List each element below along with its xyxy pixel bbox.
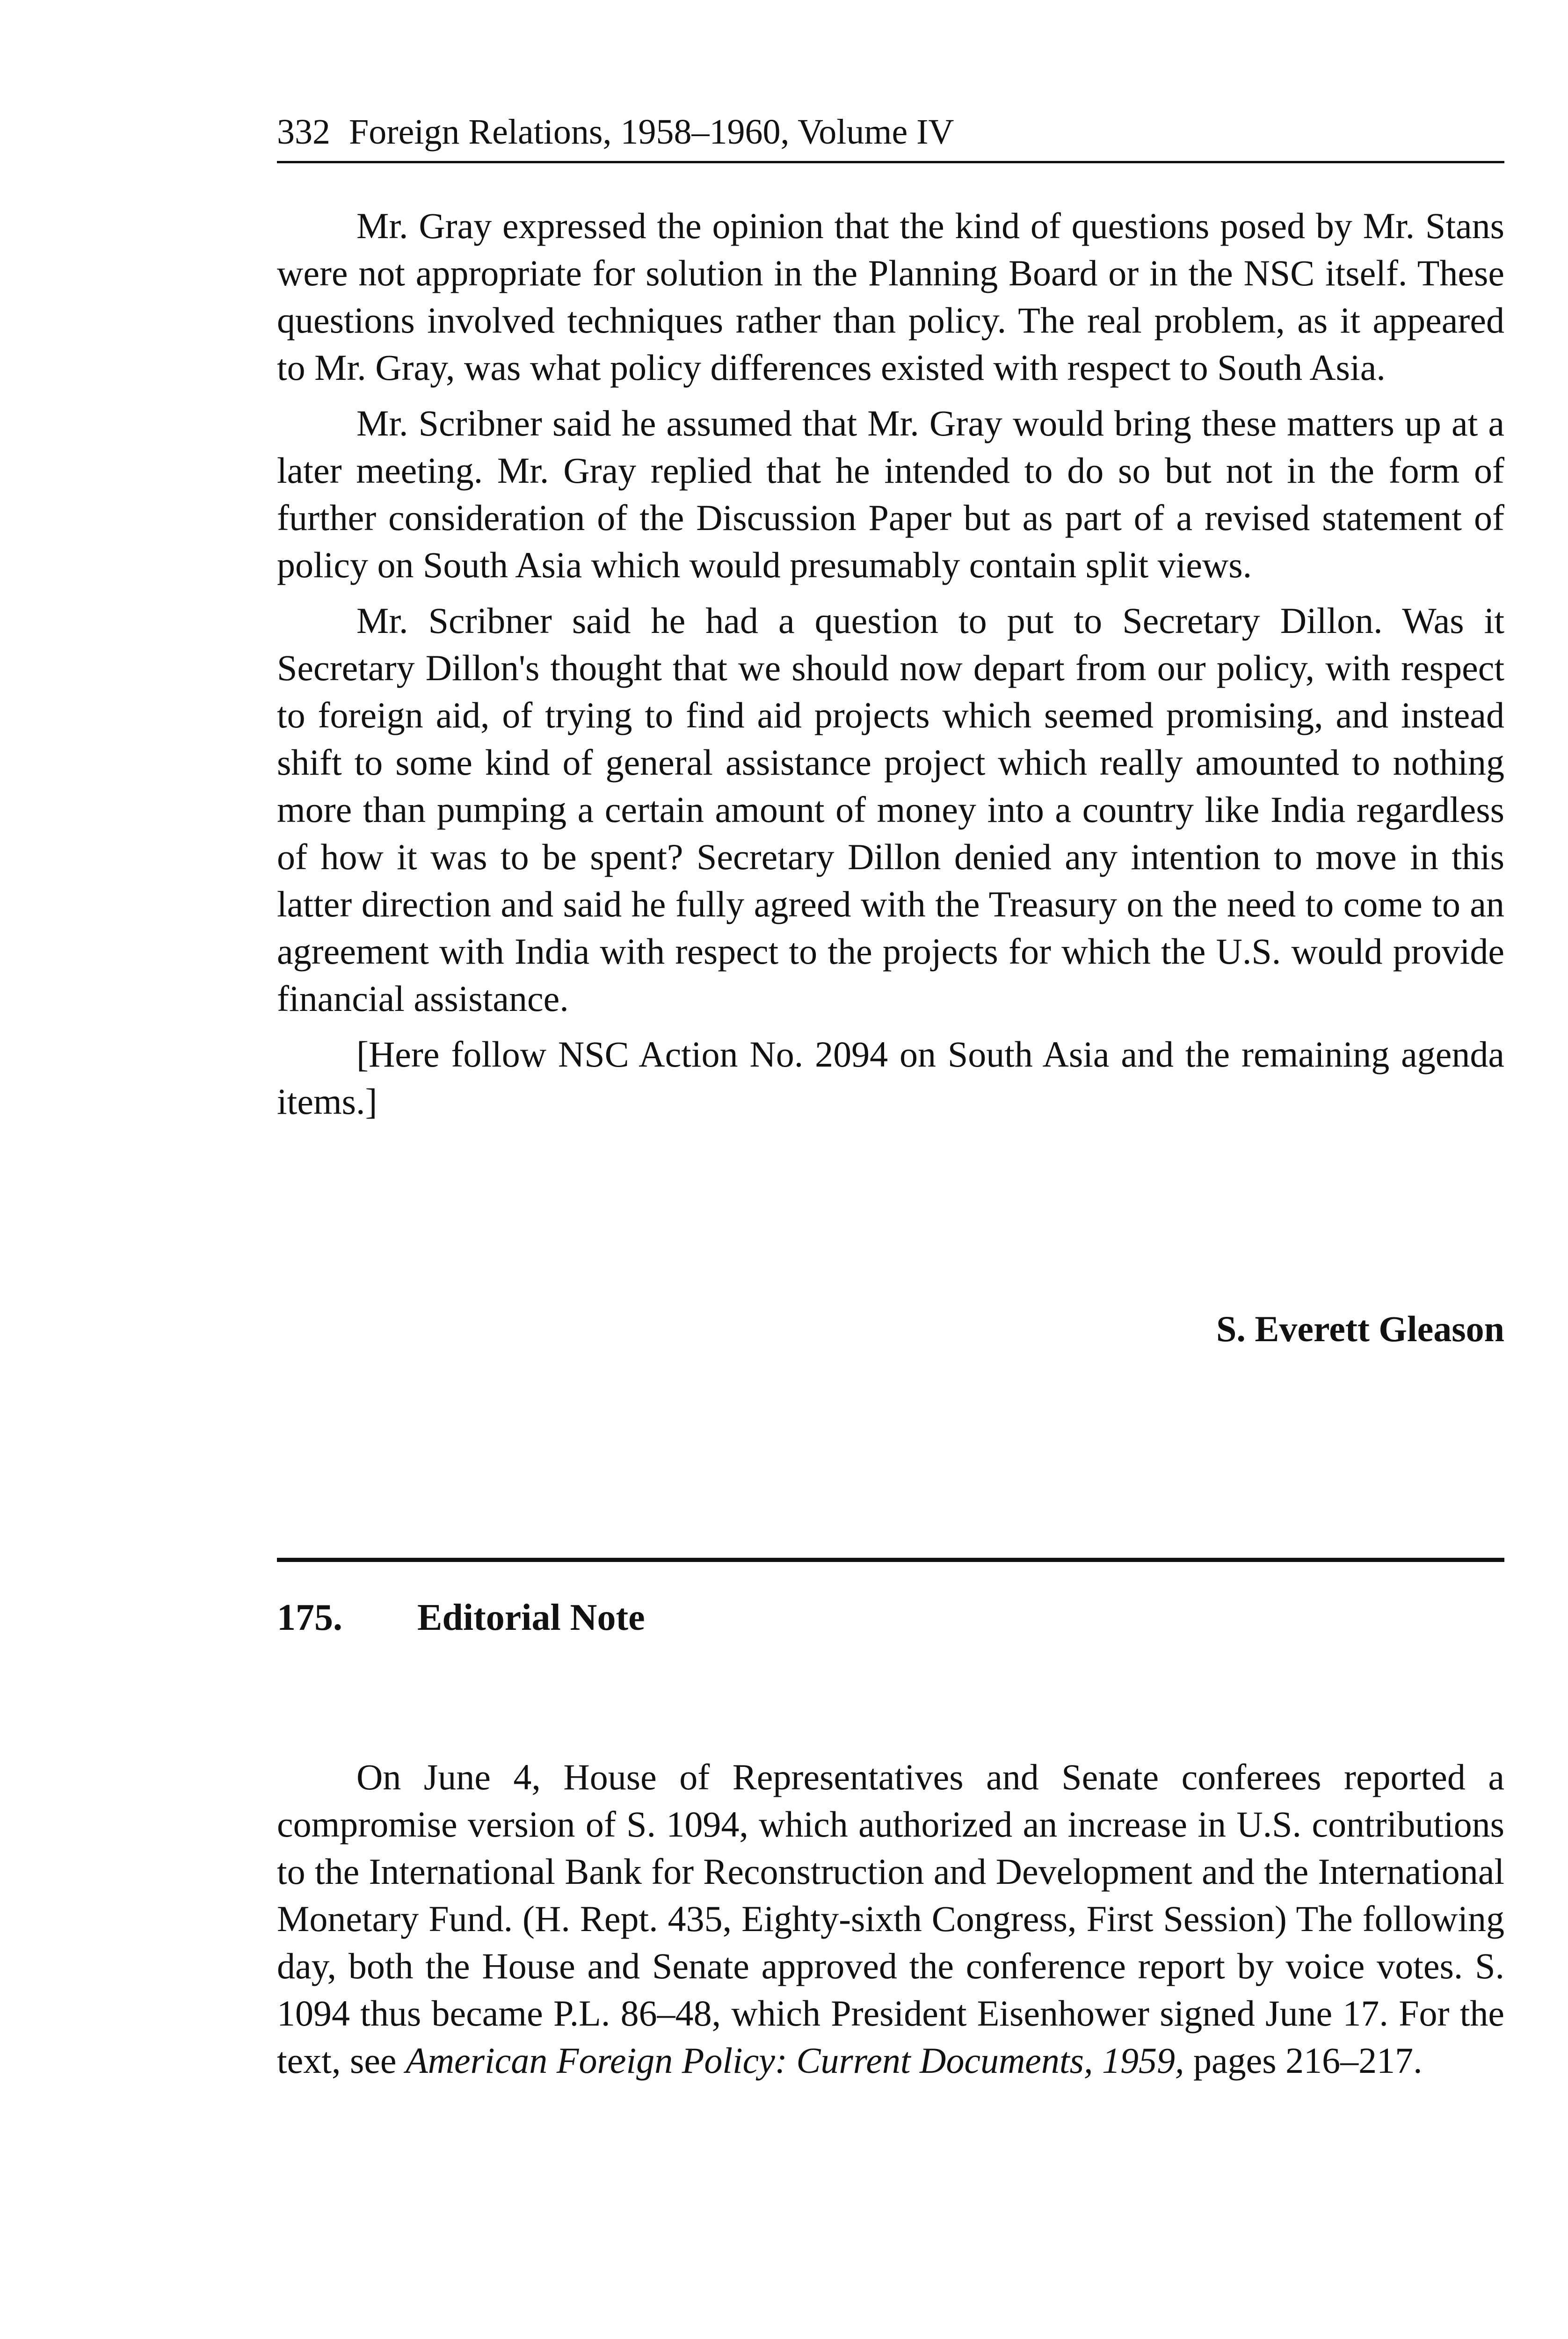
editorial-text: On June 4, House of Representatives and Senate conferees reported a compromise version of S. 1094, which authorized an increase in U.S. contributions to the International Bank for Reconstruction and Development and the International Monetary Fund. (H. Rept. 435, Eighty-sixth Congress, First Session) The following day, both the House and Senate approved the conference report by voice votes. S. 1094 thus became P.L. 86–48, which President Eisenhower signed June 17. For the text, see (277, 1757, 1504, 2081)
editorial-paragraph (277, 1753, 1504, 2084)
citation-title: American Foreign Policy: Current Documents, 1959, (406, 2040, 1184, 2081)
paragraph: Mr. Scribner said he assumed that Mr. Gray would bring these matters up at a later meeting. Mr. Gray replied that he intended to do so but not in the form of further consideration of the Discussion Paper but as part of a revised statement of policy on South Asia which would presumably contain split views. (277, 403, 1504, 585)
citation-pages: pages 216–217. (1184, 2040, 1423, 2081)
page-number: 332 (277, 112, 330, 152)
editorial-note-body (277, 1753, 1504, 2084)
paragraph: Mr. Gray expressed the opinion that the kind of questions posed by Mr. Stans were not appropriate for solution in the Planning Board or in the NSC itself. These questions involved techniques rather than policy. The real problem, as it appeared to Mr. Gray, was what policy differences existed with respect to South Asia. (277, 205, 1504, 388)
paragraph: Mr. Scribner said he had a question to put to Secretary Dillon. Was it Secretary Dillon's thought that we should now depart from our policy, with respect to foreign aid, of trying to find aid projects which seemed promising, and instead shift to some kind of general assistance project which really amounted to nothing more than pumping a certain amount of money into a country like India regardless of how it was to be spent? Secretary Dillon denied any intention to move in this latter direction and said he fully agreed with the Treasury on the need to come to an agreement with India with respect to the projects for which the U.S. would provide financial assistance. (277, 600, 1504, 1019)
section-heading (277, 1594, 645, 1642)
section-number: 175. (277, 1597, 342, 1638)
paragraph: [Here follow NSC Action No. 2094 on South Asia and the remaining agenda items.] (277, 1034, 1504, 1122)
memo-body (277, 202, 1504, 1125)
running-header (277, 109, 1504, 163)
section-title: Editorial Note (417, 1597, 645, 1638)
section-divider (277, 1558, 1504, 1562)
volume-title: Foreign Relations, 1958–1960, Volume IV (349, 112, 954, 152)
signature: S. Everett Gleason (1216, 1308, 1504, 1349)
